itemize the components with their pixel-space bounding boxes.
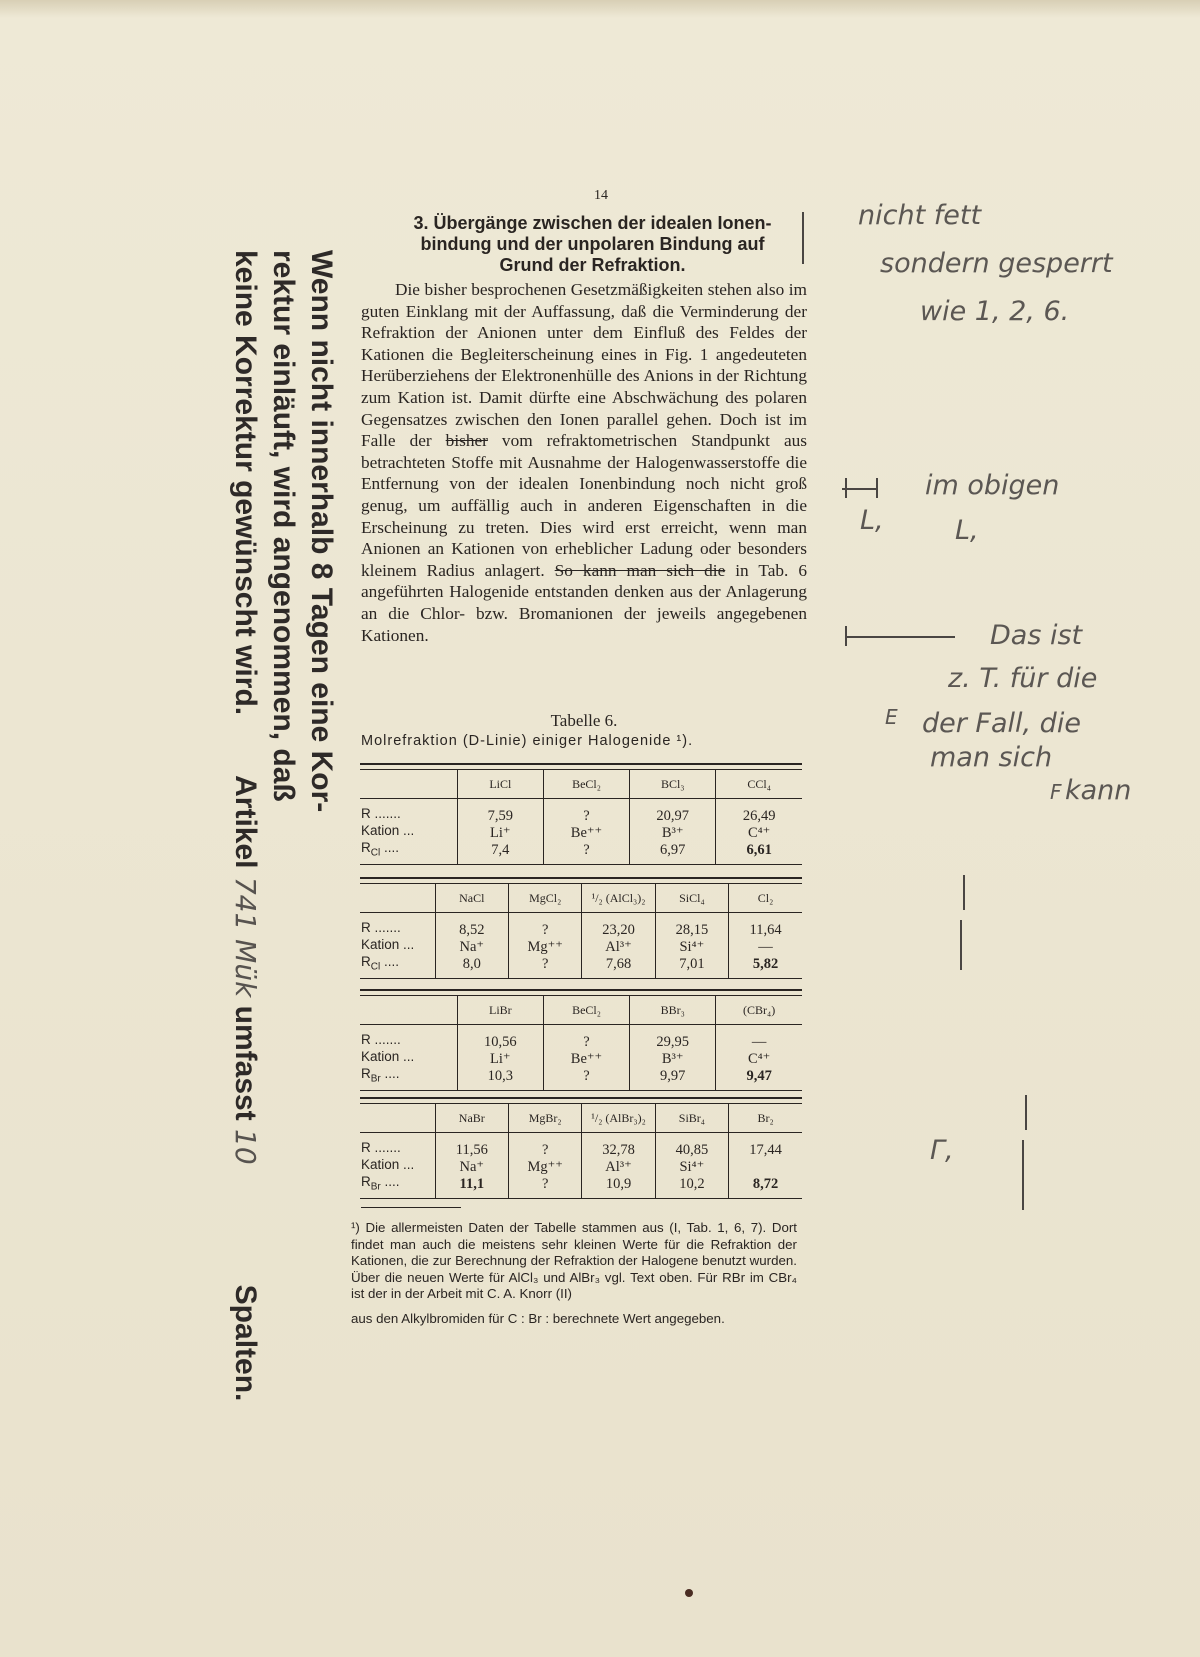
section-title-line-1: 3. Übergänge zwischen der idealen Ionen- bbox=[413, 213, 772, 233]
subtable-3 bbox=[360, 989, 802, 1091]
column-header: Br₂ bbox=[729, 1104, 802, 1133]
row-labels bbox=[360, 799, 457, 865]
proof-stamp bbox=[100, 210, 340, 1402]
row-label-kation: Kation ... bbox=[361, 823, 415, 838]
data-column bbox=[729, 1133, 802, 1199]
insert-mark-7: Γ, bbox=[930, 1135, 954, 1166]
subtable-grid bbox=[360, 996, 802, 1091]
value-rhalogen: 10,3 bbox=[487, 1067, 514, 1084]
subtable-grid bbox=[360, 1104, 802, 1199]
value-rhalogen: 6,97 bbox=[660, 841, 686, 858]
value-r: 40,85 bbox=[675, 1141, 709, 1158]
margin-note-1-line-3: wie 1, 2, 6. bbox=[920, 296, 1070, 327]
value-kation: Be⁺⁺ bbox=[570, 1050, 603, 1067]
subtable-4 bbox=[360, 1097, 802, 1199]
value-rhalogen: 6,61 bbox=[746, 841, 772, 858]
data-column bbox=[655, 1133, 728, 1199]
margin-note-1-line-1: nicht fett bbox=[858, 200, 982, 231]
margin-note-3-line-3: der Fall, die bbox=[922, 708, 1081, 739]
value-r: 10,56 bbox=[484, 1033, 517, 1050]
table-subtitle: Molrefraktion (D-Linie) einiger Halogenide ¹). bbox=[361, 733, 694, 749]
row-label-subscript: Cl bbox=[370, 847, 381, 859]
value-kation bbox=[730, 1159, 801, 1176]
row-label-kation: Kation ... bbox=[361, 1157, 415, 1172]
margin-note-3-line-5: kann bbox=[1065, 775, 1132, 806]
row-label-dots: .... bbox=[380, 954, 399, 969]
column-header: ¹/₂ (AlBr₃)₂ bbox=[582, 1104, 655, 1133]
insert-mark-5: E bbox=[885, 705, 898, 729]
row-labels bbox=[360, 1025, 457, 1091]
value-rhalogen: 10,9 bbox=[605, 1175, 632, 1192]
data-column bbox=[508, 913, 581, 979]
column-header: (CBr₄) bbox=[716, 996, 802, 1025]
footnote-text: ¹) Die allermeisten Daten der Tabelle stammen aus (I, Tab. 1, 6, 7). Dort findet man auch die meistens sehr kleinen Werte für die Refraktion der Kationen, die zur Berechnung der Refraktion der Halogene benutzt wurden. Über die neuen Werte für AlCl₃ und AlBr₃ vgl. Text oben. Für RBr im CBr₄ ist der in der Arbeit mit C. A. Knorr (II) bbox=[351, 1220, 797, 1301]
row-label-r-symbol: R bbox=[361, 840, 371, 855]
value-kation: — bbox=[758, 938, 773, 955]
row-labels bbox=[360, 1133, 435, 1199]
margin-note-3-line-1: Das ist bbox=[990, 620, 1083, 651]
proof-stamp-text bbox=[226, 250, 340, 1402]
value-kation: B³⁺ bbox=[661, 1050, 684, 1067]
value-r: 20,97 bbox=[656, 807, 690, 824]
row-label-r-symbol: R bbox=[361, 954, 371, 969]
value-kation: Li⁺ bbox=[490, 1050, 511, 1067]
paragraph bbox=[361, 279, 807, 646]
value-rhalogen: 7,68 bbox=[605, 955, 632, 972]
column-header: BBr₃ bbox=[630, 996, 716, 1025]
row-label-kation: Kation ... bbox=[361, 937, 415, 952]
column-header: BCl₃ bbox=[630, 770, 716, 799]
value-r: ? bbox=[541, 921, 549, 938]
margin-note-3-line-2: z. T. für die bbox=[948, 663, 1098, 694]
row-label-r-symbol: R bbox=[361, 1066, 371, 1081]
subtable-grid bbox=[360, 884, 802, 979]
value-rhalogen: 10,2 bbox=[679, 1175, 705, 1192]
footnote bbox=[351, 1220, 797, 1327]
body-paragraph bbox=[361, 279, 807, 646]
margin-line-1 bbox=[963, 875, 965, 910]
column-header: NaBr bbox=[435, 1104, 508, 1133]
row-label-r-halogen bbox=[361, 953, 434, 976]
column-header: SiCl₄ bbox=[655, 884, 728, 913]
body-text-2: vom refraktometrischen Standpunkt aus betrachteten Stoffe mit Ausnahme der Halogenwasserstoffe die Entfernung von der idealen Ionenbindung noch nicht groß genug, um auffällig auch in anderen Eigenschaften in die Erscheinung zu treten. Dies wird erst erreicht, wenn man Anionen an Kationen von erheblicher Ladung oder besonders kleinem Radius anlagert. bbox=[361, 431, 807, 580]
stamp-column-count: 10 bbox=[229, 1129, 262, 1165]
insert-mark-6: F bbox=[1050, 780, 1062, 804]
data-column bbox=[508, 1133, 581, 1199]
value-r: ? bbox=[583, 807, 590, 824]
column-header: SiBr₄ bbox=[655, 1104, 728, 1133]
row-label-r: R ....... bbox=[361, 1140, 401, 1155]
subtable-top-rule bbox=[360, 989, 802, 996]
margin-bracket-mark bbox=[802, 212, 804, 264]
value-kation: Na⁺ bbox=[459, 938, 485, 955]
data-column bbox=[729, 913, 802, 979]
value-r: 29,95 bbox=[656, 1033, 690, 1050]
value-r: ? bbox=[583, 1033, 590, 1050]
row-label-subscript: Br bbox=[370, 1181, 381, 1193]
header-blank bbox=[360, 770, 457, 799]
value-kation: Mg⁺⁺ bbox=[527, 1158, 563, 1175]
insert-mark-2: L, bbox=[860, 505, 884, 536]
value-r: 17,44 bbox=[749, 1141, 782, 1158]
column-header: NaCl bbox=[435, 884, 508, 913]
value-rhalogen: 8,0 bbox=[462, 955, 481, 972]
row-label-r-symbol: R bbox=[361, 1174, 371, 1189]
data-column bbox=[543, 1025, 629, 1091]
value-rhalogen: 7,4 bbox=[491, 841, 510, 858]
value-r: 11,56 bbox=[455, 1141, 488, 1158]
value-rhalogen: ? bbox=[583, 1067, 590, 1084]
value-kation: C⁴⁺ bbox=[747, 1050, 771, 1067]
row-label-r: R ....... bbox=[361, 1032, 401, 1047]
value-r: 32,78 bbox=[602, 1141, 635, 1158]
margin-note-3-line-4: man sich bbox=[930, 742, 1053, 773]
punch-hole-dot bbox=[685, 1589, 693, 1597]
row-label-kation: Kation ... bbox=[361, 1049, 415, 1064]
column-header: Cl₂ bbox=[729, 884, 802, 913]
header-blank bbox=[360, 1104, 435, 1133]
row-label-r-halogen bbox=[361, 1173, 434, 1196]
subtable-top-rule bbox=[360, 1097, 802, 1104]
value-kation: Na⁺ bbox=[459, 1158, 485, 1175]
stamp-line-3 bbox=[226, 250, 264, 1402]
value-rhalogen: 9,47 bbox=[746, 1067, 772, 1084]
insert-mark-1a bbox=[845, 478, 847, 498]
value-r: 8,52 bbox=[459, 921, 485, 938]
stamp-line-2-text: rektur einläuft, wird angenommen, daß bbox=[267, 250, 300, 802]
value-kation: Al³⁺ bbox=[605, 1158, 632, 1175]
stamp-line-1: Wenn nicht innerhalb 8 Tagen eine Kor- bbox=[305, 250, 338, 813]
data-column bbox=[716, 1025, 802, 1091]
top-edge-shadow bbox=[0, 0, 1200, 18]
row-label-subscript: Br bbox=[370, 1073, 381, 1085]
row-label-r-halogen bbox=[361, 839, 456, 862]
data-column bbox=[457, 799, 543, 865]
stamp-artikel: Artikel bbox=[229, 775, 262, 869]
footnote-extra-text: aus den Alkylbromiden für C : Br : berechnete Wert angegeben. bbox=[351, 1310, 725, 1326]
data-column bbox=[435, 913, 508, 979]
column-header: MgBr₂ bbox=[508, 1104, 581, 1133]
section-title-line-3: Grund der Refraktion. bbox=[499, 255, 686, 275]
column-header: CCl₄ bbox=[716, 770, 802, 799]
value-rhalogen: 11,1 bbox=[459, 1175, 485, 1192]
value-kation: Mg⁺⁺ bbox=[527, 938, 563, 955]
data-column bbox=[716, 799, 802, 865]
value-r: 28,15 bbox=[675, 921, 709, 938]
row-label-r: R ....... bbox=[361, 806, 401, 821]
value-kation: Be⁺⁺ bbox=[570, 824, 603, 841]
value-r: ? bbox=[541, 1141, 549, 1158]
data-column bbox=[435, 1133, 508, 1199]
struck-word: bisher bbox=[445, 431, 488, 451]
stamp-line-3-text: keine Korrektur gewünscht wird. bbox=[229, 250, 262, 716]
value-rhalogen: 9,97 bbox=[660, 1067, 686, 1084]
body-text-3: in Tab. 6 angeführten Halogenide entstanden denken aus der Anlagerung an die Chlor- bzw. Bromanionen der jeweils angegebenen Kationen. bbox=[361, 560, 808, 645]
row-labels bbox=[360, 913, 435, 979]
header-blank bbox=[360, 884, 435, 913]
row-label-r-halogen bbox=[361, 1065, 456, 1088]
value-r: 11,64 bbox=[749, 921, 782, 938]
value-rhalogen: 7,01 bbox=[679, 955, 705, 972]
row-label-dots: .... bbox=[380, 840, 399, 855]
row-label-subscript: Cl bbox=[370, 961, 381, 973]
row-label-dots: .... bbox=[380, 1066, 400, 1081]
value-kation: Li⁺ bbox=[490, 824, 511, 841]
insert-mark-3: L, bbox=[955, 515, 979, 546]
data-column bbox=[457, 1025, 543, 1091]
value-r: 26,49 bbox=[742, 807, 776, 824]
row-label-r: R ....... bbox=[361, 920, 401, 935]
insert-mark-1 bbox=[842, 488, 878, 490]
value-rhalogen: ? bbox=[541, 955, 549, 972]
margin-note-2: im obigen bbox=[925, 470, 1060, 501]
margin-note-1-line-2: sondern gesperrt bbox=[880, 248, 1113, 279]
insert-mark-4 bbox=[845, 636, 955, 638]
value-r: 23,20 bbox=[602, 921, 635, 938]
section-title bbox=[375, 213, 810, 276]
data-column bbox=[582, 913, 655, 979]
data-column bbox=[582, 1133, 655, 1199]
column-header: LiBr bbox=[457, 996, 543, 1025]
value-kation: Si⁴⁺ bbox=[679, 1158, 705, 1175]
stamp-article-number: 741 Mük bbox=[229, 876, 262, 998]
value-kation: B³⁺ bbox=[661, 824, 684, 841]
data-column bbox=[630, 1025, 716, 1091]
stamp-umfasst: umfasst bbox=[229, 1005, 262, 1121]
subtable-2 bbox=[360, 877, 802, 979]
page-number: 14 bbox=[594, 188, 608, 203]
body-text-1: Die bisher besprochenen Gesetzmäßigkeiten stehen also im guten Einklang mit der Auffassung, daß die Verminderung der Refraktion der Anionen unter dem Einfluß des Feldes der Kationen die Begleiterscheinung eines in Fig. 1 angedeuteten Herüberziehens der Elektronenhülle des Anions in der Richtung zum Kation ist. Damit dürfte eine Abschwächung des polaren Gegensatzes zwischen den Ionen parallel gehen. Doch ist im Falle der bbox=[361, 280, 807, 451]
column-header: BeCl₂ bbox=[543, 996, 629, 1025]
data-column bbox=[630, 799, 716, 865]
subtable-top-rule bbox=[360, 763, 802, 770]
footnote-divider bbox=[361, 1207, 461, 1208]
value-kation: C⁴⁺ bbox=[747, 824, 771, 841]
margin-line-2 bbox=[960, 920, 962, 970]
value-rhalogen: 8,72 bbox=[752, 1175, 779, 1192]
value-r: 7,59 bbox=[487, 807, 514, 824]
stamp-spalten: Spalten. bbox=[229, 1284, 262, 1402]
stamp-line-2 bbox=[264, 250, 302, 1380]
column-header: BeCl₂ bbox=[543, 770, 629, 799]
value-rhalogen: 5,82 bbox=[752, 955, 779, 972]
data-column bbox=[655, 913, 728, 979]
value-kation: Si⁴⁺ bbox=[679, 938, 705, 955]
struck-phrase: So kann man sich die bbox=[554, 560, 726, 580]
column-header: ¹/₂ (AlCl₃)₂ bbox=[582, 884, 655, 913]
subtable-grid bbox=[360, 770, 802, 865]
data-column bbox=[543, 799, 629, 865]
value-rhalogen: ? bbox=[541, 1175, 549, 1192]
insert-mark-1b bbox=[876, 478, 878, 498]
value-r: — bbox=[751, 1033, 767, 1050]
insert-mark-4a bbox=[845, 626, 847, 646]
column-header: MgCl₂ bbox=[508, 884, 581, 913]
margin-line-3 bbox=[1025, 1095, 1027, 1130]
table-caption: Tabelle 6. bbox=[550, 711, 618, 730]
value-kation: Al³⁺ bbox=[605, 938, 632, 955]
column-header: LiCl bbox=[457, 770, 543, 799]
subtable-1 bbox=[360, 763, 802, 865]
margin-line-4 bbox=[1022, 1140, 1024, 1210]
header-blank bbox=[360, 996, 457, 1025]
value-rhalogen: ? bbox=[583, 841, 590, 858]
subtable-top-rule bbox=[360, 877, 802, 884]
section-title-line-2: bindung und der unpolaren Bindung auf bbox=[420, 234, 765, 254]
row-label-dots: .... bbox=[380, 1174, 400, 1189]
